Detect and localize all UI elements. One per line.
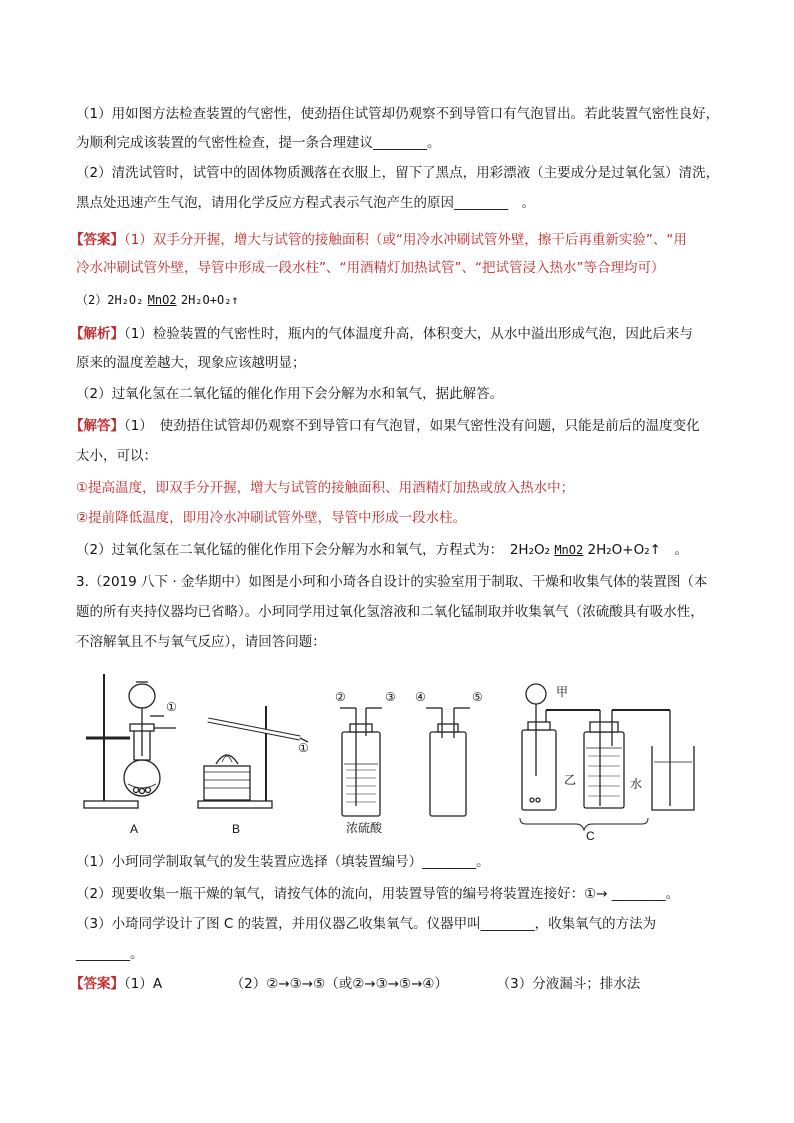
q2-part2-line2: 黑点处迅速产生气泡，请用化学反应方程式表示气泡产生的原因________ 。: [76, 195, 535, 211]
q3-sub1: （1）小珂同学制取氧气的发生装置应选择（填装置编号）________。: [76, 854, 490, 870]
q3-sub3-line1: （3）小琦同学设计了图 C 的装置，并用仪器乙收集氧气。仪器甲叫________，收集氧气的方法为: [76, 916, 657, 932]
solution-equation-post: 2H₂O+O₂↑ 。: [587, 542, 688, 558]
q2-solution-line4: ②提前降低温度，即用冷水冲刷试管外壁，导管中形成一段水柱。: [76, 510, 467, 526]
apparatus-a: [84, 674, 176, 808]
answer-text: （1）双手分开握，增大与试管的接触面积（或“用冷水冲刷试管外壁，擦干后再重新实验”、“用: [124, 232, 687, 248]
solution-equation-catalyst: MnO2: [554, 543, 584, 557]
q2-analysis-line1: [70, 324, 693, 344]
q3-answer-part3: （3）分液漏斗；排水法: [496, 976, 641, 992]
label-c: C: [586, 829, 595, 843]
solution-tag: 【解答】: [70, 418, 124, 434]
port-3: ③: [385, 690, 396, 704]
gas-bottle: [426, 708, 470, 816]
label-acid: 浓硫酸: [346, 821, 383, 835]
analysis-tag: 【解析】: [70, 326, 124, 342]
q3-answer-part2: （2）②→③→⑤（或②→③→⑤→④）: [230, 976, 449, 992]
q2-part2-line1: （2）清洗试管时，试管中的固体物质溅落在衣服上，留下了黑点，用彩漂液（主要成分是过氧化氢）清洗，: [76, 165, 720, 181]
q3-stem-line2: 题的所有夹持仪器均已省略）。小珂同学用过氧化氢溶液和二氧化锰制取并收集氧气（浓硫酸具有吸水性，: [76, 604, 704, 620]
apparatus-diagram: [80, 666, 720, 851]
port-5: ⑤: [472, 690, 483, 704]
apparatus-figure: [80, 666, 720, 851]
solution-equation-pre: （2）过氧化氢在二氧化锰的催化作用下会分解为水和氧气，方程式为： 2H₂O₂: [76, 542, 551, 558]
q3-stem-line1: 3.（2019 八下 · 金华期中）如图是小珂和小琦各自设计的实验室用于制取、干燥和收集气体的装置图（本: [76, 574, 708, 590]
q3-sub2: （2）现要收集一瓶干燥的氧气，请按气体的流向，用装置导管的编号将装置连接好：①→ ________。: [76, 886, 680, 902]
q3-sub3-line2: ________。: [76, 946, 144, 962]
equation-reactant: （2）2H₂O₂: [76, 293, 144, 307]
apparatus-b: [198, 706, 308, 808]
q2-answer-line1: [70, 230, 687, 250]
solution-text: （1） 使劲捂住试管却仍观察不到导管口有气泡冒，如果气密性没有问题，只能是前后的温度变化: [124, 418, 700, 434]
q2-part1-line1: （1）用如图方法检查装置的气密性，使劲捂住试管却仍观察不到导管口有气泡冒出。若此装置气密性良好，: [76, 106, 720, 122]
q2-solution-line5: [76, 540, 688, 560]
q3-answer-tag: 【答案】: [70, 976, 124, 992]
label-yi: 乙: [564, 773, 577, 787]
port-2: ②: [335, 690, 346, 704]
q2-answer-line2: 冷水冲刷试管外壁，导管中形成一段水柱”、“用酒精灯加热试管”、“把试管浸入热水”等合理均可）: [76, 260, 665, 276]
q2-solution-line3: ①提高温度，即双手分开握，增大与试管的接触面积、用酒精灯加热或放入热水中；: [76, 480, 575, 496]
label-water: 水: [630, 777, 643, 791]
equation-product: 2H₂O+O₂↑: [180, 293, 239, 307]
port-1b: ①: [298, 741, 309, 755]
q2-part1-line2: 为顺利完成该装置的气密性检查，提一条合理建议________。: [76, 135, 441, 151]
q2-solution-line1: [70, 416, 700, 436]
q3-stem-line3: 不溶解氧且不与氧气反应），请回答问题：: [76, 634, 326, 650]
answer-tag: 【答案】: [70, 232, 124, 248]
q2-analysis-line2: 原来的温度差越大，现象应该越明显；: [76, 355, 306, 371]
label-b: B: [232, 822, 241, 836]
port-4: ④: [415, 690, 426, 704]
port-1a: ①: [166, 700, 177, 714]
equation-catalyst: MnO2: [147, 293, 177, 307]
label-jia: 甲: [556, 685, 569, 699]
acid-bottle: [340, 708, 382, 816]
q3-answer: [70, 974, 640, 994]
analysis-text: （1）检验装置的气密性时，瓶内的气体温度升高，体积变大，从水中溢出形成气泡，因此后来与: [124, 326, 693, 342]
label-a: A: [130, 822, 139, 836]
apparatus-c: [520, 684, 694, 830]
q2-answer-equation: [76, 290, 239, 310]
q3-answer-part1: （1）A: [124, 976, 163, 992]
q2-analysis-line3: （2）过氧化氢在二氧化锰的催化作用下会分解为水和氧气，据此解答。: [76, 386, 504, 402]
q2-solution-line2: 太小，可以：: [76, 448, 157, 464]
